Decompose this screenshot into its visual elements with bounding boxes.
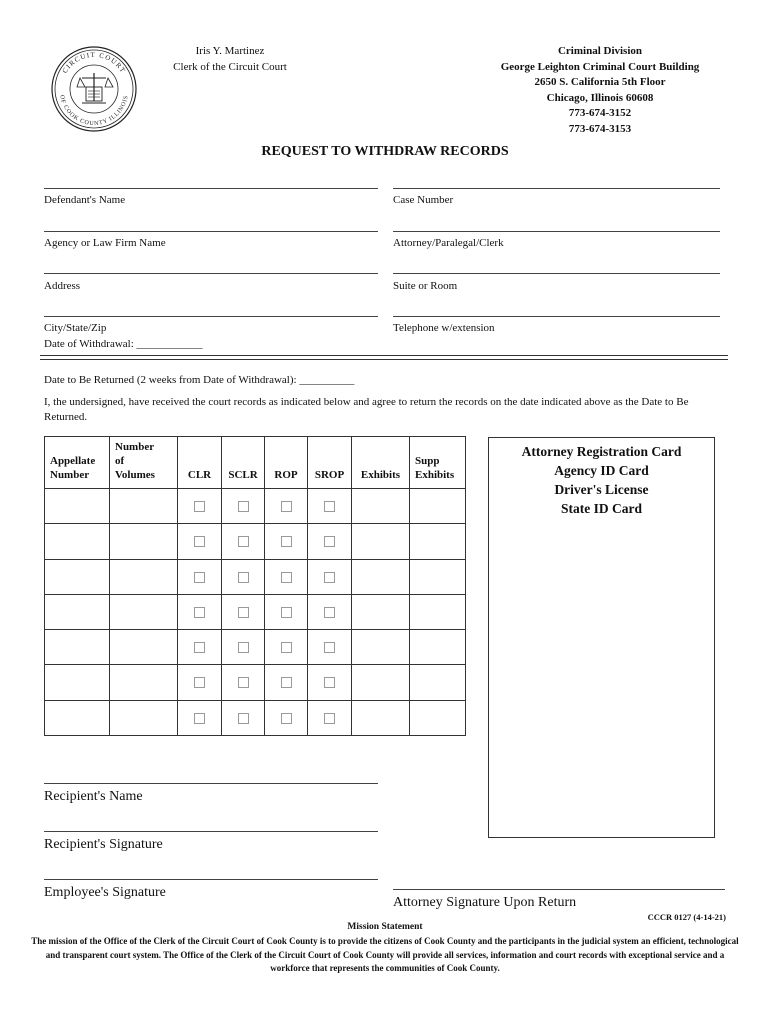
- sclr-cell[interactable]: [222, 524, 265, 559]
- exhibits-cell[interactable]: [352, 594, 410, 629]
- checkbox[interactable]: [238, 572, 249, 583]
- checkbox[interactable]: [238, 607, 249, 618]
- table-row: [45, 594, 466, 629]
- id-item-agency-card: Agency ID Card: [554, 463, 649, 478]
- header-line: Number: [50, 469, 90, 481]
- checkbox[interactable]: [238, 501, 249, 512]
- appellate-number-cell[interactable]: [45, 665, 110, 700]
- checkbox[interactable]: [194, 572, 205, 583]
- header-line: of: [115, 455, 125, 467]
- recipient-signature-line[interactable]: [44, 831, 378, 832]
- checkbox[interactable]: [324, 642, 335, 653]
- city-state-zip-line[interactable]: [44, 316, 378, 317]
- table-header-row: [45, 437, 466, 489]
- rop-cell[interactable]: [265, 594, 308, 629]
- agency-line[interactable]: [44, 231, 378, 232]
- volumes-cell[interactable]: [110, 630, 178, 665]
- srop-cell[interactable]: [308, 630, 352, 665]
- rop-cell[interactable]: [265, 489, 308, 524]
- srop-cell[interactable]: [308, 594, 352, 629]
- volumes-cell[interactable]: [110, 559, 178, 594]
- rop-cell[interactable]: [265, 665, 308, 700]
- records-table-body: [45, 489, 466, 736]
- clerk-block: [150, 44, 310, 75]
- seal-inner-text: OF COOK COUNTY ILLINOIS: [58, 94, 130, 128]
- attorney-signature-line[interactable]: [393, 889, 725, 890]
- id-item-state-id: State ID Card: [561, 501, 642, 516]
- header-line: Supp: [415, 455, 440, 467]
- checkbox[interactable]: [281, 572, 292, 583]
- checkbox[interactable]: [194, 607, 205, 618]
- rop-cell[interactable]: [265, 700, 308, 735]
- checkbox[interactable]: [194, 501, 205, 512]
- form-code: CCCR 0127 (4-14-21): [647, 912, 726, 922]
- supp-exhibits-cell[interactable]: [410, 700, 466, 735]
- clr-cell[interactable]: [178, 630, 222, 665]
- phone-1: 773-674-3152: [568, 107, 632, 119]
- case-number-line[interactable]: [393, 188, 720, 189]
- address-label: Address: [44, 280, 81, 292]
- checkbox[interactable]: [324, 572, 335, 583]
- checkbox[interactable]: [281, 607, 292, 618]
- checkbox[interactable]: [281, 677, 292, 688]
- sclr-cell[interactable]: [222, 559, 265, 594]
- header-line: Exhibits: [415, 469, 455, 481]
- mission-text: The mission of the Office of the Clerk of the Circuit Court of Cook County is to provide the citizens of Cook County and the participants in the judicial system an efficient, technological and transparent court system. The Office of the Clerk of the Circuit Court of Cook County will provide all services, information and court records with exceptional service and a workforce that represents the communities of Cook County.: [31, 936, 739, 973]
- seal-outer-text: CIRCUIT COURT: [60, 50, 128, 75]
- supp-exhibits-cell[interactable]: [410, 594, 466, 629]
- appellate-number-cell[interactable]: [45, 489, 110, 524]
- telephone-line[interactable]: [393, 316, 720, 317]
- exhibits-cell[interactable]: [352, 559, 410, 594]
- recipient-name-label: Recipient's Name: [44, 789, 143, 804]
- street-address: 2650 S. California 5th Floor: [534, 76, 666, 88]
- records-table: [44, 436, 466, 736]
- recipient-signature-label: Recipient's Signature: [44, 837, 163, 852]
- exhibits-cell[interactable]: [352, 700, 410, 735]
- attorney-line[interactable]: [393, 231, 720, 232]
- sclr-cell[interactable]: [222, 700, 265, 735]
- court-seal: [50, 45, 138, 133]
- col-number-of-volumes: [110, 437, 178, 489]
- checkbox[interactable]: [238, 677, 249, 688]
- checkbox[interactable]: [238, 536, 249, 547]
- table-row: [45, 489, 466, 524]
- id-list: [489, 438, 714, 518]
- telephone-label: Telephone w/extension: [393, 322, 495, 334]
- clr-cell[interactable]: [178, 559, 222, 594]
- rop-cell[interactable]: [265, 524, 308, 559]
- clerk-name: Iris Y. Martinez: [195, 45, 265, 57]
- srop-cell[interactable]: [308, 559, 352, 594]
- checkbox[interactable]: [324, 536, 335, 547]
- checkbox[interactable]: [194, 536, 205, 547]
- form-title: REQUEST TO WITHDRAW RECORDS: [261, 144, 509, 159]
- appellate-number-cell[interactable]: [45, 524, 110, 559]
- city-address: Chicago, Illinois 60608: [546, 91, 654, 104]
- volumes-cell[interactable]: [110, 700, 178, 735]
- seal-icon: [50, 45, 138, 133]
- rop-cell[interactable]: [265, 630, 308, 665]
- clr-cell[interactable]: [178, 524, 222, 559]
- clr-cell[interactable]: [178, 489, 222, 524]
- table-row: [45, 524, 466, 559]
- defendant-name-line[interactable]: [44, 188, 378, 189]
- srop-cell[interactable]: [308, 665, 352, 700]
- supp-exhibits-cell[interactable]: [410, 665, 466, 700]
- col-rop: ROP: [265, 437, 308, 489]
- table-row: [45, 700, 466, 735]
- division-name: Criminal Division: [557, 45, 643, 57]
- supp-exhibits-cell[interactable]: [410, 559, 466, 594]
- clerk-title: Clerk of the Circuit Court: [173, 60, 287, 73]
- checkbox[interactable]: [194, 677, 205, 688]
- rop-cell[interactable]: [265, 559, 308, 594]
- supp-exhibits-cell[interactable]: [410, 524, 466, 559]
- supp-exhibits-cell[interactable]: [410, 630, 466, 665]
- appellate-number-cell[interactable]: [45, 559, 110, 594]
- case-number-label: Case Number: [393, 194, 454, 206]
- recipient-name-line[interactable]: [44, 783, 378, 784]
- id-item-attorney-card: Attorney Registration Card: [521, 444, 682, 459]
- suite-label: Suite or Room: [393, 280, 458, 292]
- volumes-cell[interactable]: [110, 665, 178, 700]
- division-block: [455, 44, 745, 137]
- appellate-number-cell[interactable]: [45, 630, 110, 665]
- appellate-number-cell[interactable]: [45, 594, 110, 629]
- header-line: Volumes: [115, 469, 155, 481]
- exhibits-cell[interactable]: [352, 524, 410, 559]
- id-item-drivers-license: Driver's License: [554, 482, 649, 497]
- volumes-cell[interactable]: [110, 489, 178, 524]
- col-supp-exhibits: [410, 437, 466, 489]
- checkbox[interactable]: [238, 713, 249, 724]
- col-exhibits: Exhibits: [352, 437, 410, 489]
- table-row: [45, 630, 466, 665]
- checkbox[interactable]: [281, 713, 292, 724]
- date-to-be-returned[interactable]: Date to Be Returned (2 weeks from Date of Withdrawal): __________: [44, 374, 355, 386]
- phone-2: 773-674-3153: [568, 122, 632, 135]
- agency-label: Agency or Law Firm Name: [44, 237, 166, 249]
- volumes-cell[interactable]: [110, 524, 178, 559]
- clr-cell[interactable]: [178, 665, 222, 700]
- checkbox[interactable]: [194, 642, 205, 653]
- srop-cell[interactable]: [308, 489, 352, 524]
- attorney-label: Attorney/Paralegal/Clerk: [393, 237, 504, 249]
- exhibits-cell[interactable]: [352, 630, 410, 665]
- table-row: [45, 665, 466, 700]
- header-line: Appellate: [50, 455, 96, 467]
- employee-signature-label: Employee's Signature: [44, 885, 166, 900]
- building-name: George Leighton Criminal Court Building: [500, 60, 700, 73]
- sclr-cell[interactable]: [222, 489, 265, 524]
- volumes-cell[interactable]: [110, 594, 178, 629]
- suite-line[interactable]: [393, 273, 720, 274]
- checkbox[interactable]: [281, 536, 292, 547]
- agreement-text: I, the undersigned, have received the court records as indicated below and agree to return the records on the date indicated above as the Date to Be Returned.: [44, 396, 689, 423]
- date-of-withdrawal[interactable]: Date of Withdrawal: ____________: [44, 338, 203, 350]
- id-requirements-box: [488, 437, 715, 838]
- supp-exhibits-cell[interactable]: [410, 489, 466, 524]
- employee-signature-line[interactable]: [44, 879, 378, 880]
- checkbox[interactable]: [324, 713, 335, 724]
- attorney-signature-label: Attorney Signature Upon Return: [393, 895, 577, 910]
- srop-cell[interactable]: [308, 524, 352, 559]
- col-sclr: SCLR: [222, 437, 265, 489]
- checkbox[interactable]: [281, 501, 292, 512]
- checkbox[interactable]: [238, 642, 249, 653]
- checkbox[interactable]: [194, 713, 205, 724]
- checkbox[interactable]: [281, 642, 292, 653]
- exhibits-cell[interactable]: [352, 665, 410, 700]
- checkbox[interactable]: [324, 501, 335, 512]
- col-clr: CLR: [178, 437, 222, 489]
- sclr-cell[interactable]: [222, 630, 265, 665]
- col-srop: SROP: [308, 437, 352, 489]
- city-state-zip-label: City/State/Zip: [44, 322, 107, 334]
- srop-cell[interactable]: [308, 700, 352, 735]
- sclr-cell[interactable]: [222, 594, 265, 629]
- section-divider: [40, 355, 728, 360]
- header-line: Number: [115, 441, 155, 453]
- clr-cell[interactable]: [178, 700, 222, 735]
- appellate-number-cell[interactable]: [45, 700, 110, 735]
- checkbox[interactable]: [324, 677, 335, 688]
- sclr-cell[interactable]: [222, 665, 265, 700]
- table-row: [45, 559, 466, 594]
- defendant-name-label: Defendant's Name: [44, 194, 126, 206]
- clr-cell[interactable]: [178, 594, 222, 629]
- checkbox[interactable]: [324, 607, 335, 618]
- col-appellate-number: [45, 437, 110, 489]
- exhibits-cell[interactable]: [352, 489, 410, 524]
- address-line[interactable]: [44, 273, 378, 274]
- mission-title: Mission Statement: [347, 922, 423, 932]
